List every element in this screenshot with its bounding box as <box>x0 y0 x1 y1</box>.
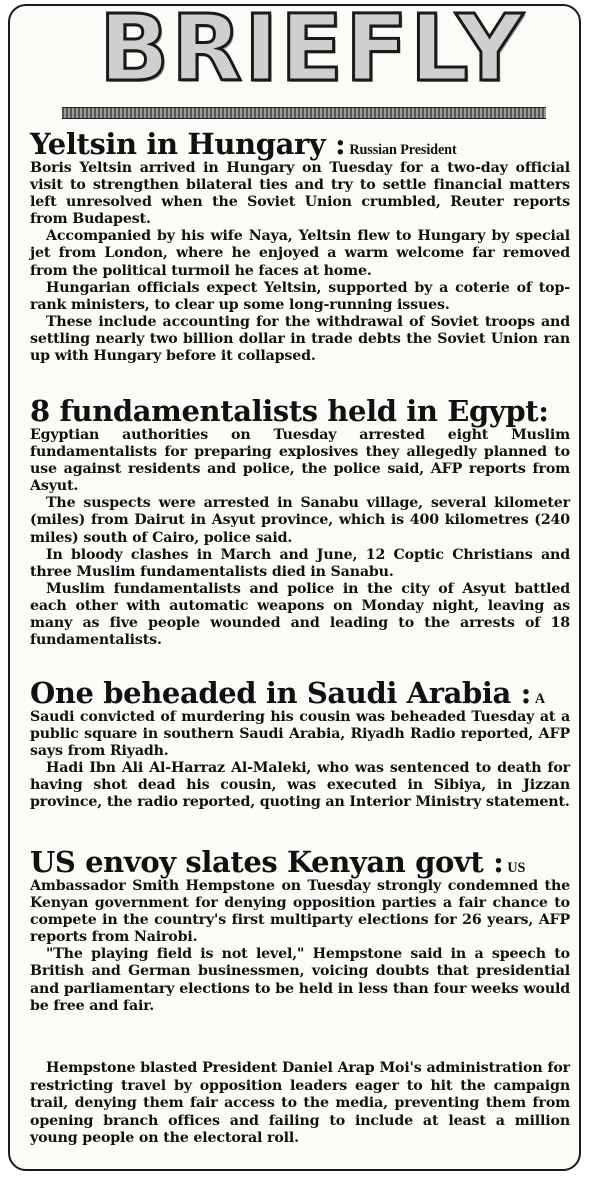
story-paragraph: Ambassador Smith Hempstone on Tuesday strongly condemned the Kenyan government for denying opposition parties a fair chance to compete in the country's first multiparty elections for 26 years, AFP reports from Nairobi. <box>30 878 570 946</box>
story-paragraph: "The playing field is not level," Hempstone said in a speech to British and German businessmen, voicing doubts that presidential and parliamentary elections to be held in less than four weeks would be free and fair. <box>30 946 570 1014</box>
story-paragraph: Hungarian officials expect Yeltsin, supported by a coterie of top-rank ministers, to clear up some long-running issues. <box>30 279 570 313</box>
closing-block <box>30 1060 570 1148</box>
story-paragraph: Accompanied by his wife Naya, Yeltsin flew to Hungary by special jet from London, where he enjoyed a warm welcome far removed from the political turmoil he faces at home. <box>30 228 570 279</box>
story-yeltsin <box>30 128 570 365</box>
masthead-rule <box>62 107 546 119</box>
masthead-title: BRIEFLY <box>99 6 525 92</box>
story-paragraph: Saudi convicted of murdering his cousin was beheaded Tuesday at a public square in southern Saudi Arabia, Riyadh Radio reported, AFP says from Riyadh. <box>30 709 570 760</box>
story-headline: Yeltsin in Hungary : <box>30 127 346 161</box>
story-paragraph: These include accounting for the withdrawal of Soviet troops and settling nearly two billion dollar in trade debts the Soviet Union ran up with Hungary before it collapsed. <box>30 313 570 365</box>
story-headline: One beheaded in Saudi Arabia : <box>30 676 531 710</box>
story-paragraph: Boris Yeltsin arrived in Hungary on Tuesday for a two-day official visit to strengthen bilateral ties and try to settle financial matters left unresolved when the Soviet Union crumbled, Reuter reports from Budapest. <box>30 160 570 228</box>
story-paragraph: The suspects were arrested in Sanabu village, several kilometer (miles) from Dairut in Asyut province, which is 400 kilometres (240 miles) south of Cairo, police said. <box>30 495 570 546</box>
story-paragraph: Egyptian authorities on Tuesday arrested eight Muslim fundamentalists for preparing explosives they allegedly planned to use against residents and police, the police said, AFP reports from Asyut. <box>30 427 570 495</box>
story-lead: US <box>507 860 526 876</box>
story-headline: US envoy slates Kenyan govt : <box>30 845 504 879</box>
story-paragraph: Muslim fundamentalists and police in the city of Asyut battled each other with automatic weapons on Monday night, leaving as many as five people wounded and leading to the arrests of 18 fundamentalists. <box>30 580 570 649</box>
story-lead: Russian President <box>349 142 457 158</box>
story-egypt <box>30 395 570 649</box>
closing-paragraph: Hempstone blasted President Daniel Arap Moi's administration for restricting travel by opposition leaders eager to hit the campaign trail, denying them fair access to the media, preventing them from opening branch offices and failing to include at least a million young people on the electoral roll. <box>30 1060 570 1146</box>
story-paragraph: In bloody clashes in March and June, 12 Coptic Christians and three Muslim fundamentalists died in Sanabu. <box>30 546 570 580</box>
story-saudi <box>30 677 570 812</box>
story-lead: A <box>534 691 546 707</box>
masthead <box>98 6 526 92</box>
story-headline: 8 fundamentalists held in Egypt: <box>30 394 549 428</box>
story-kenya <box>30 846 570 1015</box>
story-paragraph: Hadi Ibn Ali Al-Harraz Al-Maleki, who was sentenced to death for having shot dead his cousin, was executed in Sibiya, in Jizzan province, the radio reported, quoting an Interior Ministry statement. <box>30 760 570 811</box>
